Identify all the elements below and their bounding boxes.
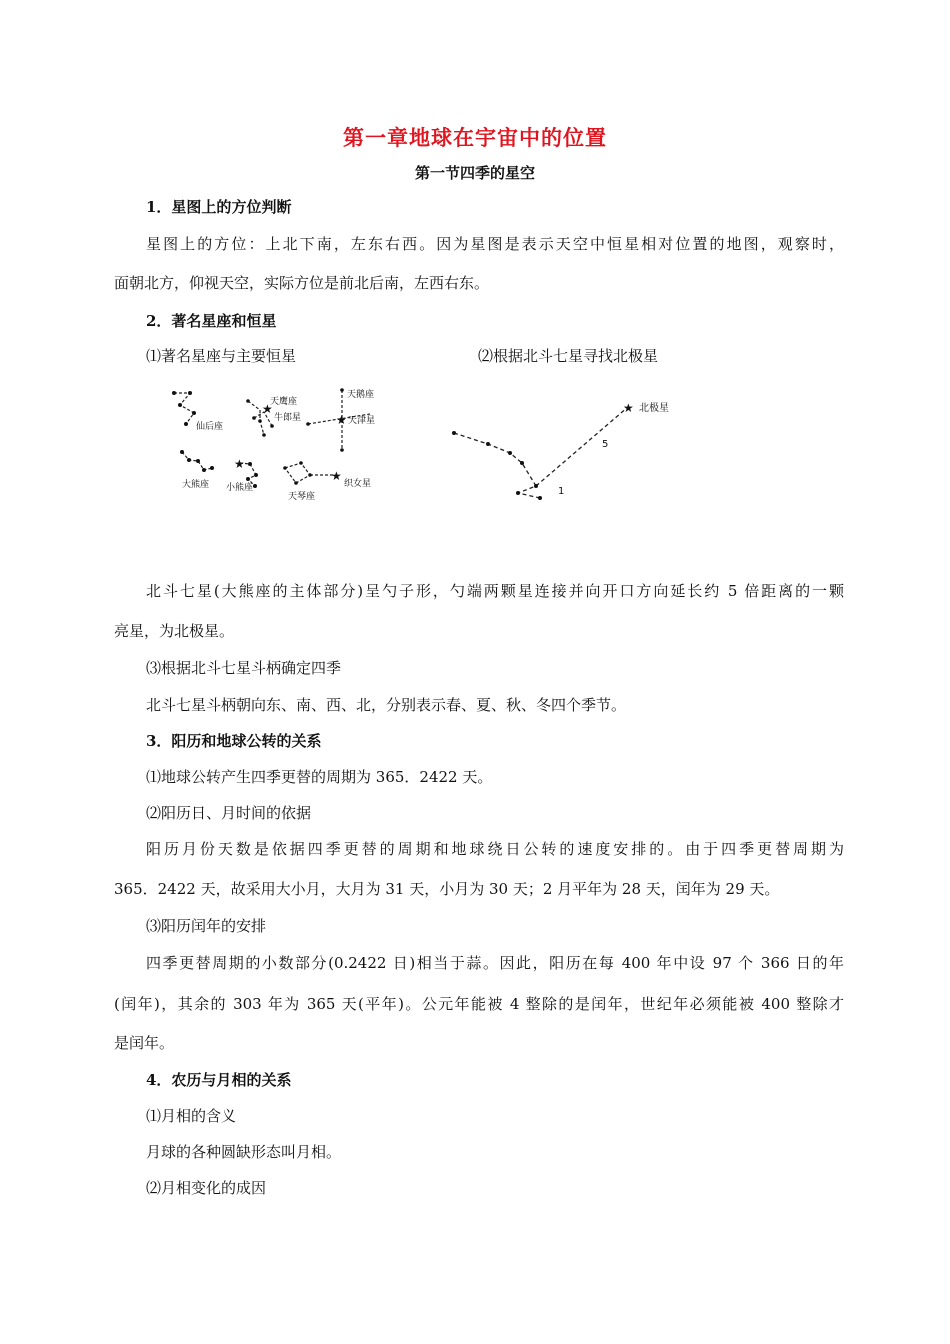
label-polaris: 北极星 <box>639 403 669 414</box>
label-tiane: 天鹅座 <box>347 390 375 400</box>
paragraph-3e: 是闰年。 <box>114 1034 175 1052</box>
constellation-figure <box>160 380 390 510</box>
star-icon-tianjin: ★ <box>336 413 347 427</box>
label-xianhou: 仙后座 <box>196 422 224 432</box>
label-daxiong: 大熊座 <box>182 480 210 490</box>
subheading-3-2: ⑵阳历日、月时间的依据 <box>146 804 312 822</box>
paragraph-1a: 星图上的方位：上北下南，左东右西。因为星图是表示天空中恒星相对位置的地图，观察时， <box>146 235 844 253</box>
section-title: 第一节四季的星空 <box>414 164 535 182</box>
heading-2: 2．著名星座和恒星 <box>146 312 277 330</box>
label-distance-one: 1 <box>558 486 565 497</box>
heading-1: 1．星图上的方位判断 <box>146 198 292 216</box>
star-icon-zhinv: ★ <box>331 469 342 483</box>
subheading-3-1: ⑴地球公转产生四季更替的周期为 365．2422 天。 <box>146 768 493 786</box>
chapter-title: 第一章地球在宇宙中的位置 <box>343 125 607 150</box>
heading-3: 3．阳历和地球公转的关系 <box>146 732 322 750</box>
big-dipper-figure <box>440 390 720 510</box>
paragraph-2b: 亮星，为北极星。 <box>114 622 235 640</box>
label-distance-five: 5 <box>602 439 609 450</box>
paragraph-4a: 月球的各种圆缺形态叫月相。 <box>146 1143 342 1161</box>
star-icon-beiji: ★ <box>234 457 245 471</box>
label-tianying: 天鹰座 <box>270 397 298 407</box>
paragraph-2c: 北斗七星斗柄朝向东、南、西、北，分别表示春、夏、秋、冬四个季节。 <box>146 696 627 714</box>
figure-1-caption: ⑴著名星座与主要恒星 <box>146 347 297 365</box>
label-tianqin: 天琴座 <box>288 492 316 502</box>
subheading-3-3: ⑶阳历闰年的安排 <box>146 917 267 935</box>
paragraph-1b: 面朝北方，仰视天空，实际方位是前北后南，左西右东。 <box>114 274 490 292</box>
label-niulang: 牛郎星 <box>274 413 302 423</box>
figure-2-caption: ⑵根据北斗七星寻找北极星 <box>478 347 659 365</box>
subheading-4-2: ⑵月相变化的成因 <box>146 1179 267 1197</box>
paragraph-3c: 四季更替周期的小数部分(0.2422 日)相当于蒜。因此，阳历在每 400 年中设 97 个 366 日的年 <box>146 954 844 972</box>
subheading-2-3: ⑶根据北斗七星斗柄确定四季 <box>146 659 342 677</box>
polaris-star-icon: ★ <box>623 401 634 415</box>
star-icon-niulang: ★ <box>262 402 273 416</box>
paragraph-3a: 阳历月份天数是依据四季更替的周期和地球绕日公转的速度安排的。由于四季更替周期为 <box>146 840 844 858</box>
label-xiaoxiong: 小熊座 <box>226 483 254 493</box>
paragraph-3d: (闰年)，其余的 303 年为 365 天(平年)。公元年能被 4 整除的是闰年，世纪年必须能被 400 整除才 <box>114 995 844 1013</box>
paragraph-3b: 365．2422 天，故采用大小月，大月为 31 天，小月为 30 天；2 月平年为 28 天，闰年为 29 天。 <box>114 880 780 898</box>
heading-4: 4．农历与月相的关系 <box>146 1071 292 1089</box>
subheading-4-1: ⑴月相的含义 <box>146 1107 237 1125</box>
label-zhinv: 织女星 <box>344 479 372 489</box>
label-tianjin: 天津星 <box>348 416 376 426</box>
paragraph-2a: 北斗七星(大熊座的主体部分)呈勺子形，勺端两颗星连接并向开口方向延长约 5 倍距离的一颗 <box>146 582 844 600</box>
